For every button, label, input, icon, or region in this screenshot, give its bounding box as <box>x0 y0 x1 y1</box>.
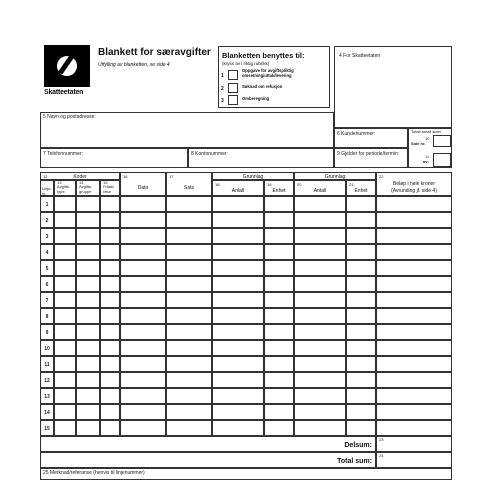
delsum-field[interactable] <box>376 436 452 452</box>
antall-1-cell[interactable] <box>212 324 264 340</box>
logo-text: Skatteetaten <box>44 89 84 96</box>
field-4-label: 4 For Skatteetaten <box>339 53 381 59</box>
field-for-skatteetaten <box>334 46 452 128</box>
enhet-1-cell[interactable] <box>264 292 294 308</box>
col-21-number: 21 <box>349 182 354 187</box>
belop-cell[interactable] <box>376 276 452 292</box>
col-15-number: 15 <box>103 180 108 185</box>
enhet-1-label: Enhet <box>272 188 286 194</box>
enhet-1-cell[interactable] <box>264 260 294 276</box>
dato-cell[interactable] <box>120 228 166 244</box>
enhet-1-cell[interactable] <box>264 276 294 292</box>
avgiftstype-cell[interactable] <box>54 292 76 308</box>
belop-header <box>376 172 452 196</box>
dato-cell[interactable] <box>120 356 166 372</box>
grunnlag-1-header <box>212 172 294 180</box>
field-9-label: 9 Gjelder for periode/termin: <box>337 151 400 157</box>
field-6-label: 6 Kundenummer: <box>337 131 376 137</box>
option-1-number: 1 <box>221 73 224 79</box>
col-20-number: 20 <box>297 182 302 187</box>
row-number <box>40 276 54 292</box>
sats-cell[interactable] <box>166 308 212 324</box>
total-sum-label: Total sum: <box>337 458 372 465</box>
row-number <box>40 244 54 260</box>
col-14-number: 14 <box>79 180 84 185</box>
avgiftstype-cell[interactable] <box>54 324 76 340</box>
koder-label: Koder <box>73 174 87 180</box>
antall-1-cell[interactable] <box>212 260 264 276</box>
sats-cell[interactable] <box>166 388 212 404</box>
avgiftstype-cell[interactable] <box>54 244 76 260</box>
avgiftstype-cell[interactable] <box>54 420 76 436</box>
antall-2-cell[interactable] <box>294 372 346 388</box>
avgiftsgruppe-cell[interactable] <box>76 212 100 228</box>
row-number-label: 14 <box>44 410 50 416</box>
belop-cell[interactable] <box>376 292 452 308</box>
enhet-1-cell[interactable] <box>264 228 294 244</box>
antall-1-cell[interactable] <box>212 372 264 388</box>
antall-1-cell[interactable] <box>212 196 264 212</box>
dato-cell[interactable] <box>120 388 166 404</box>
field-8-label: 8 Kontonummer: <box>191 151 228 157</box>
antall-2-cell[interactable] <box>294 324 346 340</box>
row-number-label: 6 <box>45 282 49 288</box>
enhet-1-cell[interactable] <box>264 244 294 260</box>
avgiftstype-cell[interactable] <box>54 276 76 292</box>
option-2-label: Søknad om refusjon <box>242 84 283 89</box>
fritak-cell[interactable] <box>100 196 120 212</box>
fritak-cell[interactable] <box>100 324 120 340</box>
field-11-number: 11 <box>425 154 430 159</box>
remarks-field[interactable] <box>40 468 452 480</box>
avgiftsgruppe-cell[interactable] <box>76 276 100 292</box>
belop-label: Beløp i hele kroner <box>393 181 435 187</box>
antall-2-cell[interactable] <box>294 420 346 436</box>
option-2-number: 2 <box>221 86 224 92</box>
field-23-number: 23 <box>379 437 384 442</box>
avgiftstype-cell[interactable] <box>54 340 76 356</box>
enhet-2-cell[interactable] <box>346 356 376 372</box>
enhet-1-cell[interactable] <box>264 196 294 212</box>
koder-header <box>40 172 120 180</box>
dato-cell[interactable] <box>120 404 166 420</box>
enhet-1-cell[interactable] <box>264 404 294 420</box>
avgiftsgruppe-header <box>76 180 100 196</box>
row-number-label: 3 <box>45 234 49 240</box>
row-number-label: 12 <box>44 378 50 384</box>
avgiftsgruppe-cell[interactable] <box>76 324 100 340</box>
fritak-header <box>100 180 120 196</box>
sats-header <box>166 172 212 196</box>
col-13-number: 13 <box>57 180 62 185</box>
fritak-cell[interactable] <box>100 404 120 420</box>
antall-1-cell[interactable] <box>212 420 264 436</box>
total-label-cell <box>40 452 376 468</box>
enhet-1-cell[interactable] <box>264 212 294 228</box>
enhet-2-cell[interactable] <box>346 420 376 436</box>
row-number <box>40 404 54 420</box>
avgiftsgruppe-cell[interactable] <box>76 292 100 308</box>
dato-cell[interactable] <box>120 372 166 388</box>
avgiftstype-cell[interactable] <box>54 212 76 228</box>
antall-2-cell[interactable] <box>294 356 346 372</box>
sats-cell[interactable] <box>166 340 212 356</box>
avgiftsgruppe-cell[interactable] <box>76 308 100 324</box>
belop-cell[interactable] <box>376 308 452 324</box>
field-24-number: 24 <box>379 453 384 458</box>
enhet-1-cell[interactable] <box>264 324 294 340</box>
enhet-2-cell[interactable] <box>346 244 376 260</box>
antall-1-cell[interactable] <box>212 244 264 260</box>
belop-cell[interactable] <box>376 324 452 340</box>
avgiftstype-cell[interactable] <box>54 404 76 420</box>
account-number-field[interactable] <box>188 148 334 168</box>
row-number-label: 2 <box>45 218 49 224</box>
phone-field[interactable] <box>40 148 188 168</box>
row-number <box>40 420 54 436</box>
fritak-cell[interactable] <box>100 292 120 308</box>
dato-cell[interactable] <box>120 196 166 212</box>
row-number <box>40 308 54 324</box>
row-number <box>40 212 54 228</box>
enhet-1-cell[interactable] <box>264 420 294 436</box>
row-number <box>40 324 54 340</box>
fritak-cell[interactable] <box>100 228 120 244</box>
avgiftsgruppe-cell[interactable] <box>76 356 100 372</box>
enhet-2-cell[interactable] <box>346 372 376 388</box>
enhet-1-cell[interactable] <box>264 372 294 388</box>
fritak-cell[interactable] <box>100 260 120 276</box>
sats-cell[interactable] <box>166 276 212 292</box>
antall-1-cell[interactable] <box>212 404 264 420</box>
dato-cell[interactable] <box>120 308 166 324</box>
belop-cell[interactable] <box>376 212 452 228</box>
enhet-1-cell[interactable] <box>264 308 294 324</box>
avgiftstype-cell[interactable] <box>54 308 76 324</box>
linje-label: Linje-nr. <box>42 186 52 196</box>
skatteetaten-logo-icon <box>44 45 90 87</box>
antall-2-cell[interactable] <box>294 276 346 292</box>
belop-cell[interactable] <box>376 228 452 244</box>
enhet-2-cell[interactable] <box>346 276 376 292</box>
row-number <box>40 260 54 276</box>
antall-1-cell[interactable] <box>212 340 264 356</box>
period-field[interactable] <box>334 148 408 168</box>
avgiftsgruppe-cell[interactable] <box>76 196 100 212</box>
avgiftsgruppe-cell[interactable] <box>76 244 100 260</box>
col-12-number: 12 <box>43 174 48 179</box>
col-22-number: 22 <box>379 174 384 179</box>
belop-cell[interactable] <box>376 420 452 436</box>
fritak-cell[interactable] <box>100 356 120 372</box>
option-3-number: 3 <box>221 98 224 104</box>
row-number-label: 5 <box>45 266 49 272</box>
antall-1-cell[interactable] <box>212 292 264 308</box>
row-number <box>40 356 54 372</box>
row-number-label: 10 <box>44 346 50 352</box>
enhet-1-cell[interactable] <box>264 356 294 372</box>
sats-cell[interactable] <box>166 228 212 244</box>
antall-2-cell[interactable] <box>294 388 346 404</box>
field-7-label: 7 Telefonnummer: <box>43 151 83 157</box>
option-2-checkbox[interactable] <box>228 83 238 93</box>
dato-cell[interactable] <box>120 260 166 276</box>
dato-label: Dato <box>137 185 149 191</box>
avgiftsgruppe-cell[interactable] <box>76 228 100 244</box>
antall-1-header <box>212 180 264 196</box>
antall-1-cell[interactable] <box>212 276 264 292</box>
avgiftstype-cell[interactable] <box>54 372 76 388</box>
enhet-1-cell[interactable] <box>264 340 294 356</box>
dato-cell[interactable] <box>120 420 166 436</box>
row-number <box>40 340 54 356</box>
row-number <box>40 228 54 244</box>
enhet-2-cell[interactable] <box>346 388 376 404</box>
fritak-cell[interactable] <box>100 244 120 260</box>
belop-cell[interactable] <box>376 388 452 404</box>
antall-2-cell[interactable] <box>294 212 346 228</box>
total-sum-field[interactable] <box>376 452 452 468</box>
col-19-number: 19 <box>267 182 272 187</box>
antall-2-cell[interactable] <box>294 260 346 276</box>
page-number-input[interactable] <box>433 135 451 147</box>
enhet-1-header <box>264 180 294 196</box>
antall-1-cell[interactable] <box>212 308 264 324</box>
enhet-2-cell[interactable] <box>346 228 376 244</box>
belop-sublabel: (Avrunding jf. side 4) <box>391 188 437 194</box>
delsum-label: Delsum: <box>344 442 372 449</box>
enhet-2-cell[interactable] <box>346 340 376 356</box>
antall-2-cell[interactable] <box>294 404 346 420</box>
enhet-2-cell[interactable] <box>346 292 376 308</box>
avgiftstype-cell[interactable] <box>54 356 76 372</box>
fritak-cell[interactable] <box>100 212 120 228</box>
field-11-label: av: <box>423 159 429 164</box>
row-number <box>40 388 54 404</box>
option-1-checkbox[interactable] <box>228 70 238 80</box>
belop-cell[interactable] <box>376 340 452 356</box>
avgiftstype-label: Avgifts-type <box>57 184 71 194</box>
antall-2-cell[interactable] <box>294 292 346 308</box>
fritak-cell[interactable] <box>100 420 120 436</box>
antall-2-cell[interactable] <box>294 244 346 260</box>
sats-cell[interactable] <box>166 404 212 420</box>
row-number <box>40 372 54 388</box>
avgiftsgruppe-cell[interactable] <box>76 404 100 420</box>
avgiftstype-cell[interactable] <box>54 260 76 276</box>
name-address-field[interactable] <box>40 112 334 148</box>
antall-1-cell[interactable] <box>212 212 264 228</box>
avgiftsgruppe-cell[interactable] <box>76 260 100 276</box>
option-1-label: Oppgave for avgiftspliktig omsetning/uttak/levering <box>242 68 294 78</box>
sats-cell[interactable] <box>166 324 212 340</box>
total-pages-block <box>408 128 452 168</box>
page-subtitle: Utfylling av blanketten, se side 4 <box>98 62 170 68</box>
row-number-label: 1 <box>45 202 49 208</box>
enhet-2-cell[interactable] <box>346 308 376 324</box>
customer-number-field[interactable] <box>334 128 408 148</box>
row-number-label: 11 <box>44 362 50 368</box>
dato-cell[interactable] <box>120 276 166 292</box>
enhet-2-cell[interactable] <box>346 324 376 340</box>
belop-cell[interactable] <box>376 260 452 276</box>
fritak-cell[interactable] <box>100 276 120 292</box>
sats-cell[interactable] <box>166 244 212 260</box>
dato-cell[interactable] <box>120 324 166 340</box>
fritak-label: Fritak/ retur <box>103 184 115 194</box>
sats-cell[interactable] <box>166 196 212 212</box>
sats-cell[interactable] <box>166 260 212 276</box>
avgiftstype-cell[interactable] <box>54 196 76 212</box>
belop-cell[interactable] <box>376 244 452 260</box>
row-number-label: 15 <box>44 426 50 432</box>
fritak-cell[interactable] <box>100 388 120 404</box>
col-17-number: 17 <box>169 174 174 179</box>
field-25-label: 25 Merknad/referanse (henvis til linjenummer) <box>43 470 145 476</box>
fritak-cell[interactable] <box>100 308 120 324</box>
antall-2-label: Antall <box>313 188 327 194</box>
total-pages-label: Totalt antall sider <box>411 129 442 134</box>
row-number-label: 4 <box>45 250 49 256</box>
dato-cell[interactable] <box>120 340 166 356</box>
row-number <box>40 292 54 308</box>
dato-cell[interactable] <box>120 292 166 308</box>
col-16-number: 16 <box>123 174 128 179</box>
avgiftstype-header <box>54 180 76 196</box>
enhet-2-cell[interactable] <box>346 404 376 420</box>
grunnlag-2-label: Grunnlag <box>324 174 346 180</box>
col-18-number: 18 <box>215 182 220 187</box>
sats-cell[interactable] <box>166 292 212 308</box>
option-3-checkbox[interactable] <box>228 95 238 105</box>
antall-1-cell[interactable] <box>212 388 264 404</box>
enhet-2-cell[interactable] <box>346 212 376 228</box>
dato-cell[interactable] <box>120 244 166 260</box>
row-number-label: 13 <box>44 394 50 400</box>
antall-1-cell[interactable] <box>212 228 264 244</box>
row-number <box>40 196 54 212</box>
enhet-2-header <box>346 180 376 196</box>
avgiftsgruppe-cell[interactable] <box>76 388 100 404</box>
grunnlag-2-header <box>294 172 376 180</box>
row-number-label: 9 <box>45 330 49 336</box>
avgiftstype-cell[interactable] <box>54 388 76 404</box>
page-title: Blankett for særavgifter <box>98 47 211 58</box>
enhet-2-label: Enhet <box>354 188 368 194</box>
dato-header <box>120 172 166 196</box>
sats-cell[interactable] <box>166 212 212 228</box>
enhet-1-cell[interactable] <box>264 388 294 404</box>
row-number-label: 8 <box>45 314 49 320</box>
enhet-2-cell[interactable] <box>346 260 376 276</box>
avgiftstype-cell[interactable] <box>54 228 76 244</box>
avgiftsgruppe-cell[interactable] <box>76 340 100 356</box>
belop-cell[interactable] <box>376 404 452 420</box>
field-10-label: Side nr. <box>411 141 426 146</box>
delsum-label-cell <box>40 436 376 452</box>
avgiftsgruppe-cell[interactable] <box>76 420 100 436</box>
antall-2-cell[interactable] <box>294 340 346 356</box>
antall-2-header <box>294 180 346 196</box>
antall-2-cell[interactable] <box>294 308 346 324</box>
dato-cell[interactable] <box>120 212 166 228</box>
enhet-2-cell[interactable] <box>346 196 376 212</box>
linje-header <box>40 180 54 196</box>
field-5-label: 5 Navn og postadresse: <box>43 114 96 120</box>
sats-cell[interactable] <box>166 372 212 388</box>
antall-2-cell[interactable] <box>294 196 346 212</box>
antall-1-cell[interactable] <box>212 356 264 372</box>
usage-subtitle: (kryss av i riktig rubrikk) <box>222 61 270 66</box>
sats-cell[interactable] <box>166 420 212 436</box>
usage-title: Blanketten benyttes til: <box>222 51 305 60</box>
antall-2-cell[interactable] <box>294 228 346 244</box>
sats-label: Sats <box>183 185 194 191</box>
fritak-cell[interactable] <box>100 372 120 388</box>
belop-cell[interactable] <box>376 372 452 388</box>
grunnlag-1-label: Grunnlag <box>242 174 264 180</box>
fritak-cell[interactable] <box>100 340 120 356</box>
belop-cell[interactable] <box>376 356 452 372</box>
belop-cell[interactable] <box>376 196 452 212</box>
avgiftsgruppe-cell[interactable] <box>76 372 100 388</box>
page-total-input[interactable] <box>433 153 451 167</box>
avgiftsgruppe-label: Avgifts-gruppe <box>79 184 93 194</box>
row-number-label: 7 <box>45 298 49 304</box>
antall-1-label: Antall <box>231 188 245 194</box>
sats-cell[interactable] <box>166 356 212 372</box>
field-10-number: 10 <box>425 136 430 141</box>
option-3-label: Omberegning <box>242 96 270 101</box>
